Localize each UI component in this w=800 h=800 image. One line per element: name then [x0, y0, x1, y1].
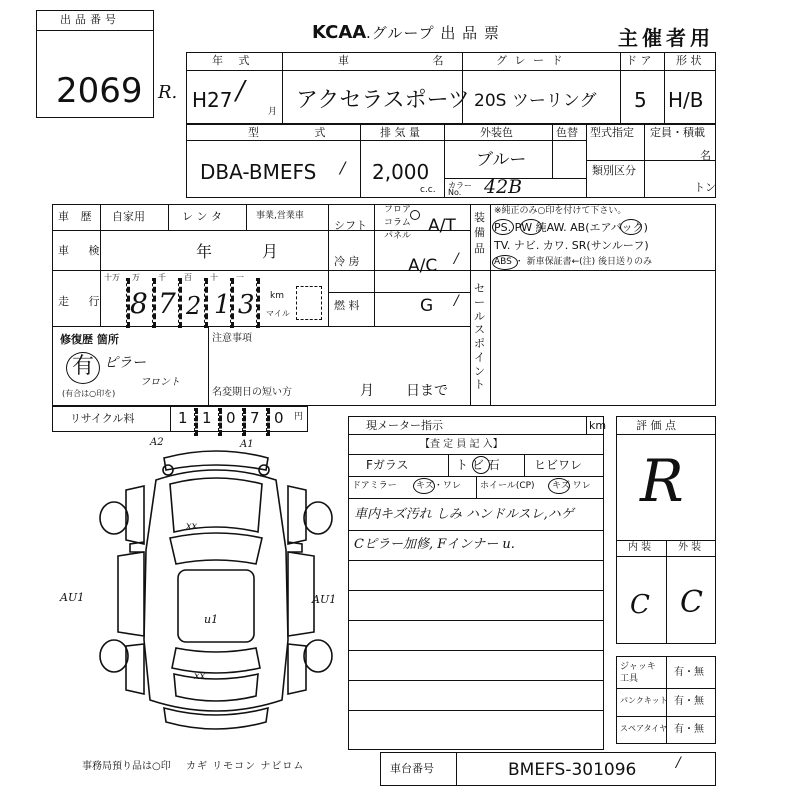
- top-row-col1: [282, 52, 283, 124]
- rating-label: 評 価 点: [636, 419, 676, 432]
- jack-label: ジャッキ 工具: [620, 662, 656, 684]
- inspector-header: 【査 定 員 記 入】: [420, 439, 503, 450]
- year-slash: /: [236, 76, 245, 106]
- recycle-digit: 1: [202, 409, 212, 427]
- left-front-fender: [126, 486, 144, 544]
- puncture-option: 有・無: [674, 696, 704, 707]
- meter-km-unit: km: [589, 419, 607, 432]
- recycle-digit: 1: [178, 409, 188, 427]
- top-row-divider: [186, 70, 716, 71]
- inspector-comment-1: 車内キズ汚れ しみ ハンドルスレ,ハゲ: [354, 507, 574, 522]
- car-body-outline: [144, 470, 288, 711]
- second-row-col2: [444, 124, 445, 198]
- mirror-options: キズ・ワレ: [416, 481, 461, 491]
- name-change-month: 月: [360, 383, 374, 399]
- glass-label: Fガラス: [366, 458, 409, 472]
- ton-unit: トン: [694, 181, 716, 194]
- mark-a1-front: A1: [240, 439, 254, 450]
- rating-divider: [616, 434, 716, 435]
- second-row-col1: [360, 124, 361, 198]
- mirror-label: ドアミラー: [352, 481, 397, 491]
- windshield: [170, 533, 262, 564]
- year-month-unit: 月: [268, 107, 278, 117]
- chassis-label: 車台番号: [390, 762, 434, 775]
- interior-value: C: [630, 590, 650, 620]
- history-rental: レ ン タ: [182, 210, 222, 223]
- office-note: 事務局預り品は○印: [82, 761, 171, 772]
- rating-col: [666, 540, 667, 644]
- top-row-col4: [664, 52, 665, 124]
- history-sub2: [246, 204, 247, 230]
- equipment-bottom: [470, 270, 716, 271]
- mileage-digit-label: 十: [210, 273, 218, 282]
- displacement-value: 2,000: [372, 160, 430, 184]
- inspector-row1: [348, 454, 604, 455]
- repair-divider: [208, 326, 209, 406]
- model-value: DBA-BMEFS: [200, 160, 317, 184]
- sales-point-col: [490, 204, 491, 406]
- interior-label: 内 装: [628, 542, 652, 553]
- inspector-row3: [348, 498, 604, 499]
- comment-line1: [348, 530, 604, 531]
- lot-divider: [36, 30, 154, 31]
- history-own-use: 自家用: [112, 210, 145, 223]
- fuel-label: 燃 料: [334, 299, 360, 312]
- wheel-label: ホイール(CP): [480, 481, 535, 491]
- equipment-line1: PS. PW 純AW. AB(エアバック): [494, 221, 648, 234]
- mileage-sep5: [230, 278, 234, 328]
- mark-au1-left: AU1: [60, 591, 85, 604]
- history-sub1: [168, 204, 169, 230]
- door-label: ド ア: [626, 54, 652, 67]
- spare-label: スペアタイヤ: [620, 724, 668, 733]
- car-diagram: [86, 437, 346, 740]
- model-label: 型 式: [248, 126, 352, 139]
- mid-row2: [328, 292, 470, 293]
- hood: [170, 478, 262, 532]
- wheel-options: キズ ワレ: [552, 481, 591, 491]
- chassis-check: /: [676, 755, 681, 771]
- type-designation-label: 型式指定: [590, 126, 634, 139]
- puncture-label: パンクキット: [620, 696, 668, 705]
- comment-line4: [348, 620, 604, 621]
- category-divider: [586, 160, 716, 161]
- chassis-value: BMEFS-301096: [508, 760, 637, 780]
- ac-label: 冷 房: [334, 255, 360, 268]
- shift-floor-mark: [410, 210, 420, 220]
- grade-value: 20S ツーリング: [474, 91, 597, 111]
- grade-label: グ レ ー ド: [496, 54, 565, 67]
- recycle-sep1: [194, 408, 198, 436]
- repair-value: 有: [72, 354, 95, 379]
- shape-label: 形 状: [676, 54, 702, 67]
- displacement-label: 排 気 量: [380, 126, 420, 139]
- glass-sep1: [448, 454, 449, 476]
- model-check: /: [340, 158, 346, 177]
- mileage-digit: 3: [238, 290, 255, 320]
- comment-line6: [348, 680, 604, 681]
- mile-unit: マイル: [266, 309, 290, 318]
- wheel-front-right: [304, 502, 332, 534]
- fuel-value: G: [420, 296, 434, 316]
- repair-label: 修復歴 箇所: [60, 333, 119, 346]
- car-name-label: 車 名: [338, 54, 484, 67]
- meter-km-sep: [586, 416, 587, 434]
- lot-number: 2069: [56, 71, 143, 111]
- right-doors: [288, 552, 314, 636]
- mileage-digit-label: 一: [236, 273, 244, 282]
- trunk: [174, 671, 258, 701]
- inspector-comment-2: Cピラー加修, Fインナー u.: [354, 537, 515, 552]
- color-change-label: 色替: [556, 126, 578, 139]
- shift-label: シフト: [334, 219, 367, 232]
- meter-label: 現メーター指示: [366, 419, 443, 432]
- equipment-note: ※純正のみ○印を付けて下さい。: [494, 206, 627, 216]
- comment-line5: [348, 650, 604, 651]
- inspection-month-unit: 月: [262, 242, 279, 261]
- mileage-unit-box: [296, 286, 322, 320]
- comment-line3: [348, 590, 604, 591]
- cc-unit: c.c.: [420, 185, 436, 195]
- repair-note2: フロント: [140, 377, 180, 388]
- history-row3: [52, 326, 470, 327]
- second-row-col4: [586, 124, 587, 198]
- car-name-value: アクセラスポーツ: [296, 88, 470, 113]
- year-value: H27: [192, 88, 233, 112]
- recycle-digit: 0: [274, 409, 284, 427]
- door-value: 5: [634, 88, 647, 112]
- mark-u1: u1: [204, 613, 219, 626]
- color-no-label: カラー No.: [448, 181, 472, 198]
- history-label: 車 歴: [58, 210, 96, 223]
- shift-column: コラム: [384, 218, 411, 228]
- ac-check: /: [454, 251, 459, 267]
- accessories-row2: [616, 716, 716, 717]
- recycle-digit: 0: [226, 409, 236, 427]
- mileage-digit-label: 百: [184, 273, 192, 282]
- name-change-label: 名変期日の短い方: [212, 387, 292, 398]
- equip-pw-circle: [520, 219, 542, 235]
- rating-value: R: [640, 447, 684, 515]
- exterior-label: 外 装: [678, 542, 702, 553]
- exterior-color-label: 外装色: [480, 126, 513, 139]
- mirror-scratch-circle: [413, 478, 435, 494]
- mark-au1-right: AU1: [312, 593, 337, 606]
- fuel-check: /: [454, 293, 459, 309]
- mileage-digit-label: 万: [132, 273, 140, 282]
- meter-divider: [348, 434, 604, 435]
- recycle-sep3: [242, 408, 246, 436]
- equipment-line2: TV. ナビ. カワ. SR(サンルーフ): [494, 239, 649, 252]
- mileage-digit: 2: [186, 292, 202, 320]
- glass-chip-circle: [472, 456, 490, 474]
- color-no-value: 42B: [484, 176, 523, 198]
- mid-row1: [328, 270, 470, 271]
- sales-point-label: セールスポイント: [474, 282, 485, 392]
- rear-window: [172, 648, 260, 673]
- mark-xx-hood: xx: [186, 521, 198, 532]
- right-front-fender: [288, 486, 306, 544]
- left-doors: [118, 552, 144, 636]
- spare-option: 有・無: [674, 724, 704, 735]
- mileage-label: 走 行: [58, 295, 108, 308]
- glass-chip: ト ビ 石: [456, 458, 500, 472]
- person-unit: 名: [700, 149, 711, 162]
- repair-circle: [66, 352, 100, 384]
- shift-panel: パネル: [384, 231, 412, 241]
- accessories-row1: [616, 688, 716, 689]
- equip-ab-circle: [620, 219, 642, 235]
- title-logo: KCAA: [312, 22, 367, 43]
- mileage-digit: 8: [130, 287, 148, 320]
- exterior-color-value: ブルー: [476, 150, 527, 170]
- glass-crack: ヒビワレ: [534, 458, 583, 472]
- wheel-rear-right: [304, 640, 332, 672]
- top-row-col3: [620, 52, 621, 124]
- mid-label-col: [374, 204, 375, 326]
- recycle-sep4: [266, 408, 270, 436]
- jack-option: 有・無: [674, 667, 704, 678]
- inspection-year-unit: 年: [196, 242, 213, 261]
- chassis-sep: [456, 752, 457, 786]
- shift-value: A/T: [428, 216, 456, 236]
- left-rear-fender: [126, 644, 144, 694]
- mileage-digit-label: 十万: [104, 273, 120, 282]
- repair-note: ピラー: [104, 355, 146, 371]
- mileage-digit: 1: [214, 290, 231, 320]
- exterior-value: C: [680, 585, 703, 620]
- mirror-sep: [476, 476, 477, 498]
- km-unit: km: [270, 291, 284, 301]
- comment-line2: [348, 560, 604, 561]
- recycle-sep2: [218, 408, 222, 436]
- wheel-rear-left: [100, 640, 128, 672]
- equip-ps-circle: [492, 219, 514, 235]
- organizer-label: 主催者用: [618, 26, 714, 50]
- wheel-front-left: [100, 502, 128, 534]
- equipment-label: 装備品: [474, 211, 485, 255]
- shift-floor: フロア: [384, 205, 412, 215]
- roof: [178, 570, 254, 642]
- mileage-sep6: [256, 278, 260, 328]
- ac-value: A/C: [408, 256, 438, 276]
- sheet-title: .グループ 出 品 票: [366, 24, 500, 42]
- mileage-sep4: [204, 278, 208, 328]
- repair-hint: (有合は○印を): [62, 389, 116, 398]
- second-row-col5: [644, 124, 645, 198]
- front-bumper: [164, 451, 268, 470]
- year-label: 年 式: [212, 54, 256, 67]
- mileage-digit-label: 千: [158, 273, 166, 282]
- shape-value: H/B: [668, 88, 704, 112]
- name-change-day: 日まで: [406, 383, 448, 399]
- second-row-col3: [552, 124, 553, 178]
- mileage-sep2: [152, 278, 156, 328]
- wheel-scratch-circle: [548, 478, 570, 494]
- history-right-col: [328, 204, 329, 326]
- right-rear-fender: [288, 644, 306, 694]
- notes-label: 注意事項: [212, 333, 252, 344]
- office-items: カギ リモコン ナビロム: [186, 761, 305, 772]
- inspection-label: 車 検: [58, 244, 108, 257]
- mileage-sep3: [178, 278, 182, 328]
- recycle-label: リサイクル料: [70, 412, 135, 425]
- history-business: 事業,営業車: [256, 211, 304, 221]
- recycle-digit: 7: [250, 409, 260, 427]
- mark-xx-rear: xx: [194, 671, 206, 682]
- recycle-sep0: [170, 406, 171, 432]
- mid-right-col: [470, 204, 471, 406]
- equipment-line3: ABS ・ 新車保証書←(注) 後日送りのみ: [494, 257, 653, 267]
- comment-line7: [348, 710, 604, 711]
- lot-label: 出品番号: [60, 13, 120, 26]
- mileage-digit: 7: [158, 287, 176, 320]
- category-label: 類別区分: [592, 164, 636, 177]
- mark-a2-front: A2: [150, 437, 164, 448]
- capacity-label: 定員・積載: [650, 126, 705, 139]
- second-row-divider: [186, 140, 586, 141]
- equip-abs-circle: [492, 255, 518, 270]
- side-note: R.: [158, 82, 178, 103]
- recycle-yen-unit: 円: [294, 412, 304, 422]
- glass-sep2: [524, 454, 525, 476]
